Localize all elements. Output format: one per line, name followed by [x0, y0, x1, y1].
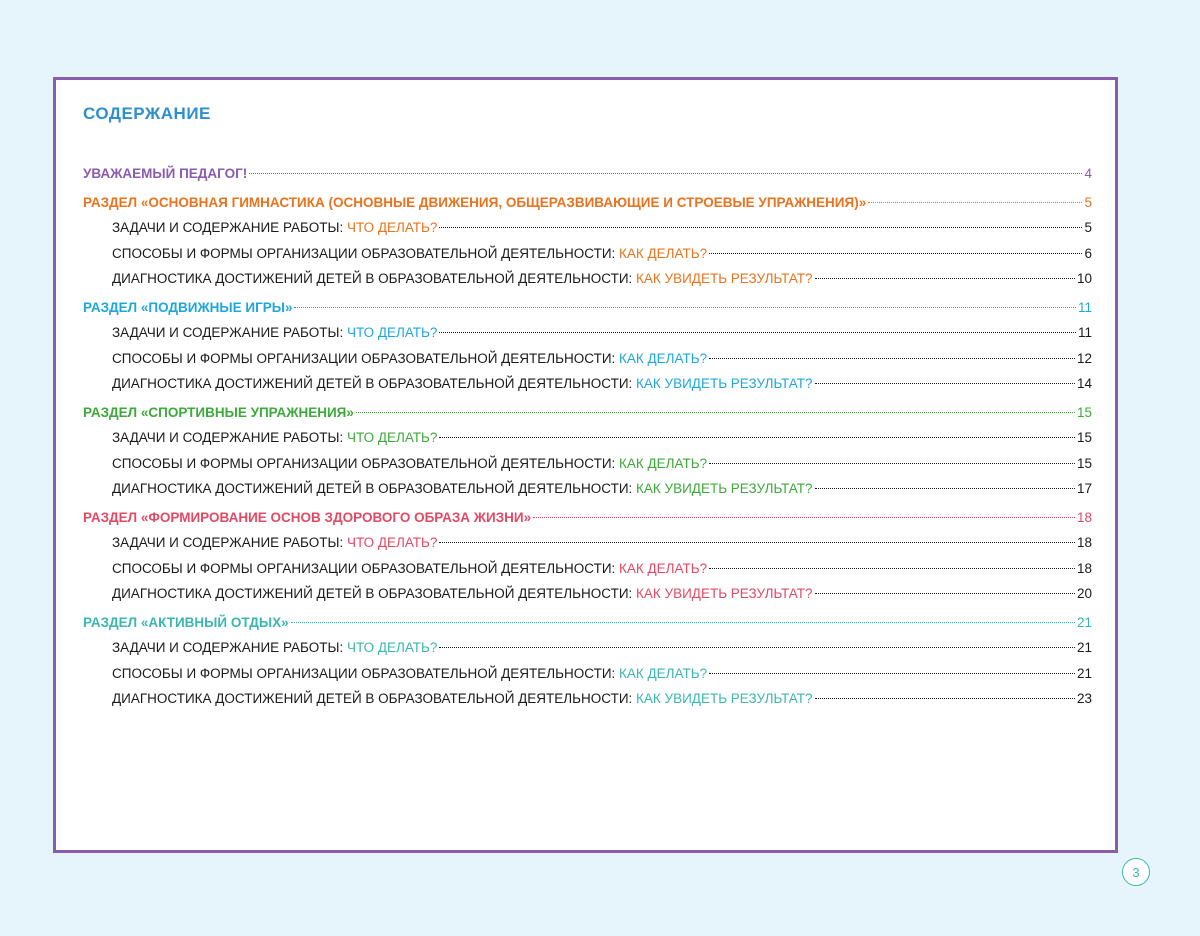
toc-page-number: 21 [1076, 665, 1092, 681]
toc-page-number: 12 [1076, 350, 1092, 366]
toc-subentry[interactable] [83, 425, 1092, 451]
toc-subentry-highlight: КАК ДЕЛАТЬ? [619, 350, 708, 366]
dot-leader [439, 647, 1075, 648]
dot-leader [815, 488, 1075, 489]
toc-page-number: 20 [1076, 586, 1092, 601]
toc-page-number: 15 [1076, 430, 1092, 445]
toc-page-number: 15 [1076, 455, 1092, 471]
dot-leader [709, 253, 1082, 254]
dot-leader [709, 463, 1075, 464]
toc-subentry-label: СПОСОБЫ И ФОРМЫ ОРГАНИЗАЦИИ ОБРАЗОВАТЕЛЬНОЙ ДЕЯТЕЛЬНОСТИ: [112, 455, 620, 471]
dot-leader [709, 568, 1075, 569]
toc-page-number: 18 [1076, 509, 1092, 525]
toc-subentry-label: ЗАДАЧИ И СОДЕРЖАНИЕ РАБОТЫ: [112, 535, 347, 550]
toc-subentry-highlight: КАК УВИДЕТЬ РЕЗУЛЬТАТ? [636, 586, 813, 601]
toc-page-number: 17 [1076, 481, 1092, 496]
toc-subentry-label: ЗАДАЧИ И СОДЕРЖАНИЕ РАБОТЫ: [112, 325, 347, 340]
toc-subentry-label: ЗАДАЧИ И СОДЕРЖАНИЕ РАБОТЫ: [112, 430, 347, 445]
toc-entry-label: УВАЖАЕМЫЙ ПЕДАГОГ! [83, 166, 248, 181]
toc-subentry-label: СПОСОБЫ И ФОРМЫ ОРГАНИЗАЦИИ ОБРАЗОВАТЕЛЬНОЙ ДЕЯТЕЛЬНОСТИ: [112, 560, 620, 576]
toc-subentry-label: ДИАГНОСТИКА ДОСТИЖЕНИЙ ДЕТЕЙ В ОБРАЗОВАТЕЛЬНОЙ ДЕЯТЕЛЬНОСТИ: [112, 271, 637, 286]
toc-subentry-label: СПОСОБЫ И ФОРМЫ ОРГАНИЗАЦИИ ОБРАЗОВАТЕЛЬНОЙ ДЕЯТЕЛЬНОСТИ: [112, 245, 620, 261]
toc-subentry-highlight: КАК УВИДЕТЬ РЕЗУЛЬТАТ? [636, 376, 813, 391]
toc-subentry-highlight: КАК ДЕЛАТЬ? [619, 665, 708, 681]
dot-leader [533, 517, 1075, 518]
dot-leader [815, 593, 1075, 594]
toc-subentry-highlight: КАК УВИДЕТЬ РЕЗУЛЬТАТ? [636, 481, 813, 496]
toc-subentry-label: ДИАГНОСТИКА ДОСТИЖЕНИЙ ДЕТЕЙ В ОБРАЗОВАТЕЛЬНОЙ ДЕЯТЕЛЬНОСТИ: [112, 376, 637, 391]
toc-subentry-highlight: КАК УВИДЕТЬ РЕЗУЛЬТАТ? [636, 691, 813, 706]
toc-page-number: 10 [1076, 271, 1092, 286]
toc-page-number: 5 [1084, 194, 1092, 210]
dot-leader [709, 673, 1075, 674]
toc-subentry-highlight: КАК ДЕЛАТЬ? [619, 560, 708, 576]
dot-leader [709, 358, 1075, 359]
dot-leader [439, 332, 1076, 333]
dot-leader [439, 227, 1082, 228]
dot-leader [439, 437, 1075, 438]
toc-subentry[interactable] [83, 476, 1092, 502]
toc-subentry[interactable] [83, 556, 1092, 582]
toc-page-number: 6 [1084, 245, 1092, 261]
toc-subentry-highlight: ЧТО ДЕЛАТЬ? [346, 535, 438, 550]
toc-subentry-label: СПОСОБЫ И ФОРМЫ ОРГАНИЗАЦИИ ОБРАЗОВАТЕЛЬНОЙ ДЕЯТЕЛЬНОСТИ: [112, 350, 620, 366]
toc-subentry[interactable] [83, 266, 1092, 292]
toc-subentry-highlight: ЧТО ДЕЛАТЬ? [346, 430, 438, 445]
toc-subentry-highlight: КАК УВИДЕТЬ РЕЗУЛЬТАТ? [636, 271, 813, 286]
page-title: СОДЕРЖАНИЕ [83, 104, 211, 123]
dot-leader [294, 307, 1076, 308]
toc-subentry-label: ЗАДАЧИ И СОДЕРЖАНИЕ РАБОТЫ: [112, 220, 347, 235]
toc-page-number: 23 [1076, 691, 1092, 706]
page-number-badge: 3 [1122, 858, 1150, 886]
dot-leader [439, 542, 1075, 543]
toc-subentry-highlight: ЧТО ДЕЛАТЬ? [346, 220, 438, 235]
dot-leader [868, 202, 1082, 203]
toc-page-number: 11 [1077, 299, 1092, 315]
toc-subentry[interactable] [83, 320, 1092, 346]
toc-section-4[interactable] [83, 505, 1092, 531]
toc-entry-intro[interactable] [83, 161, 1092, 187]
toc-subentry[interactable] [83, 371, 1092, 397]
dot-leader [249, 173, 1082, 174]
dot-leader [356, 412, 1075, 413]
toc-section-title: РАЗДЕЛ «ПОДВИЖНЫЕ ИГРЫ» [83, 299, 293, 315]
dot-leader [815, 383, 1075, 384]
toc-section-title: РАЗДЕЛ «АКТИВНЫЙ ОТДЫХ» [83, 614, 289, 630]
toc-page-number: 21 [1076, 614, 1092, 630]
toc-subentry-label: ДИАГНОСТИКА ДОСТИЖЕНИЙ ДЕТЕЙ В ОБРАЗОВАТЕЛЬНОЙ ДЕЯТЕЛЬНОСТИ: [112, 586, 637, 601]
dot-leader [815, 698, 1075, 699]
toc-subentry[interactable] [83, 241, 1092, 267]
toc-subentry[interactable] [83, 581, 1092, 607]
toc-subentry-highlight: КАК ДЕЛАТЬ? [619, 245, 708, 261]
toc-subentry[interactable] [83, 346, 1092, 372]
toc-page-number: 18 [1076, 560, 1092, 576]
toc-subentry[interactable] [83, 635, 1092, 661]
content-frame [53, 77, 1118, 853]
toc-page-number: 5 [1084, 220, 1092, 235]
toc-page-number: 11 [1077, 325, 1092, 340]
toc-subentry-label: ДИАГНОСТИКА ДОСТИЖЕНИЙ ДЕТЕЙ В ОБРАЗОВАТЕЛЬНОЙ ДЕЯТЕЛЬНОСТИ: [112, 691, 637, 706]
toc-subentry[interactable] [83, 530, 1092, 556]
toc-subentry[interactable] [83, 661, 1092, 687]
toc-subentry[interactable] [83, 451, 1092, 477]
toc-section-3[interactable] [83, 400, 1092, 426]
toc-subentry[interactable] [83, 215, 1092, 241]
dot-leader [291, 622, 1075, 623]
toc-section-title: РАЗДЕЛ «СПОРТИВНЫЕ УПРАЖНЕНИЯ» [83, 404, 354, 420]
toc-section-5[interactable] [83, 610, 1092, 636]
dot-leader [815, 278, 1075, 279]
toc-subentry-highlight: ЧТО ДЕЛАТЬ? [346, 640, 438, 655]
toc-page-number: 4 [1084, 166, 1092, 181]
toc-subentry-highlight: КАК ДЕЛАТЬ? [619, 455, 708, 471]
toc-page-number: 14 [1076, 376, 1092, 391]
toc-section-title: РАЗДЕЛ «ОСНОВНАЯ ГИМНАСТИКА (ОСНОВНЫЕ ДВИЖЕНИЯ, ОБЩЕРАЗВИВАЮЩИЕ И СТРОЕВЫЕ УПРАЖНЕНИЯ)» [83, 194, 867, 210]
toc-subentry[interactable] [83, 686, 1092, 712]
toc-subentry-highlight: ЧТО ДЕЛАТЬ? [346, 325, 438, 340]
toc-section-2[interactable] [83, 295, 1092, 321]
toc-page-number: 18 [1076, 535, 1092, 550]
toc-subentry-label: ДИАГНОСТИКА ДОСТИЖЕНИЙ ДЕТЕЙ В ОБРАЗОВАТЕЛЬНОЙ ДЕЯТЕЛЬНОСТИ: [112, 481, 637, 496]
toc-page-number: 21 [1076, 640, 1092, 655]
table-of-contents [83, 158, 1092, 712]
toc-subentry-label: СПОСОБЫ И ФОРМЫ ОРГАНИЗАЦИИ ОБРАЗОВАТЕЛЬНОЙ ДЕЯТЕЛЬНОСТИ: [112, 665, 620, 681]
toc-section-1[interactable] [83, 190, 1092, 216]
toc-section-title: РАЗДЕЛ «ФОРМИРОВАНИЕ ОСНОВ ЗДОРОВОГО ОБРАЗА ЖИЗНИ» [83, 509, 532, 525]
toc-subentry-label: ЗАДАЧИ И СОДЕРЖАНИЕ РАБОТЫ: [112, 640, 347, 655]
toc-page-number: 15 [1076, 404, 1092, 420]
